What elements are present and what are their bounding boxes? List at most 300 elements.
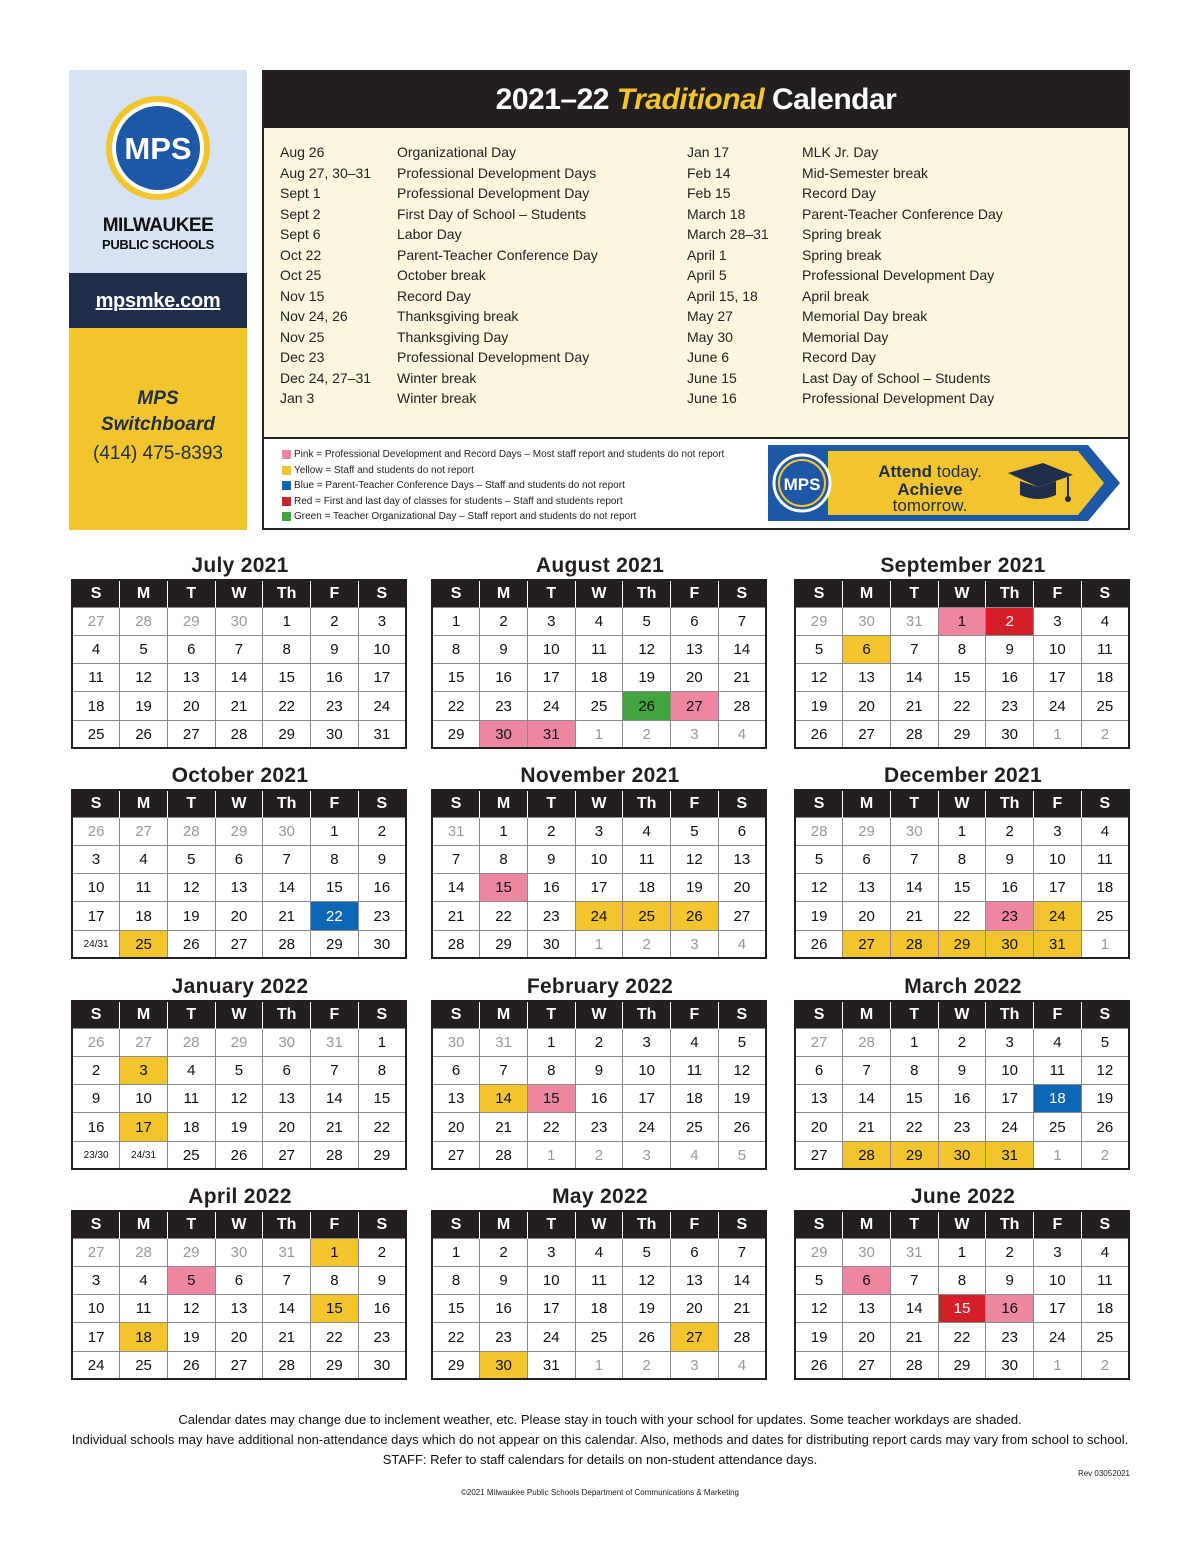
day-cell: 16 <box>986 1295 1034 1323</box>
day-cell: 27 <box>843 720 891 748</box>
week-row <box>795 1266 1129 1294</box>
weekday-header: M <box>480 1211 528 1238</box>
day-cell: 10 <box>120 1085 168 1113</box>
day-cell: 14 <box>263 874 311 902</box>
website-link[interactable]: mpsmke.com <box>95 290 221 312</box>
day-cell: 30 <box>358 1351 406 1379</box>
day-cell: 31 <box>1034 930 1082 958</box>
day-cell: 14 <box>890 874 938 902</box>
day-cell: 21 <box>718 664 766 692</box>
day-cell: 8 <box>432 1266 480 1294</box>
day-cell: 21 <box>432 902 480 930</box>
day-cell: 6 <box>215 1266 263 1294</box>
day-cell: 4 <box>671 1028 719 1056</box>
day-cell: 7 <box>263 845 311 873</box>
day-cell: 13 <box>263 1085 311 1113</box>
day-cell: 24 <box>358 692 406 720</box>
event-label: Parent-Teacher Conference Day <box>802 205 1003 222</box>
day-cell: 1 <box>1034 720 1082 748</box>
weekday-header: T <box>890 1211 938 1238</box>
day-cell: 26 <box>795 1351 843 1379</box>
day-cell: 29 <box>263 720 311 748</box>
day-cell: 10 <box>72 874 120 902</box>
day-cell: 9 <box>938 1056 986 1084</box>
day-cell: 1 <box>575 720 623 748</box>
week-row <box>795 874 1129 902</box>
weekday-header: W <box>575 580 623 607</box>
day-cell: 29 <box>843 817 891 845</box>
day-cell: 19 <box>167 1323 215 1351</box>
day-cell: 31 <box>527 1351 575 1379</box>
day-cell: 15 <box>358 1085 406 1113</box>
day-cell: 1 <box>263 607 311 635</box>
weekday-header: S <box>72 580 120 607</box>
day-cell: 27 <box>795 1028 843 1056</box>
copyright-note: ©2021 Milwaukee Public Schools Department of Communications & Marketing <box>460 1488 740 1497</box>
day-cell: 3 <box>358 607 406 635</box>
day-cell: 3 <box>72 845 120 873</box>
day-cell: 18 <box>120 1323 168 1351</box>
banner-line1-rest: today. <box>936 462 982 481</box>
day-cell: 16 <box>938 1085 986 1113</box>
event-date: April 15, 18 <box>687 287 758 304</box>
day-cell: 22 <box>432 692 480 720</box>
event-label: Record Day <box>802 185 876 201</box>
day-cell: 19 <box>167 902 215 930</box>
day-cell: 17 <box>358 664 406 692</box>
day-cell: 6 <box>167 635 215 663</box>
weekday-header: S <box>795 1211 843 1238</box>
day-cell: 1 <box>890 1028 938 1056</box>
weekday-header: W <box>938 1001 986 1028</box>
week-row <box>795 1028 1129 1056</box>
event-label: Labor Day <box>397 226 462 242</box>
event-date: Dec 24, 27–31 <box>280 369 372 386</box>
day-cell: 30 <box>215 1238 263 1266</box>
event-date: Jan 3 <box>280 390 315 406</box>
day-cell: 30 <box>986 1351 1034 1379</box>
weekday-header: W <box>938 790 986 817</box>
day-cell: 23 <box>986 692 1034 720</box>
weekday-header: M <box>843 1001 891 1028</box>
month-grid <box>794 579 1130 749</box>
day-cell: 26 <box>167 1351 215 1379</box>
day-cell: 7 <box>890 1266 938 1294</box>
day-cell: 26 <box>671 902 719 930</box>
day-cell: 30 <box>480 1351 528 1379</box>
day-cell: 15 <box>527 1085 575 1113</box>
day-cell: 3 <box>671 1351 719 1379</box>
event-label: April break <box>802 287 869 304</box>
day-cell: 31 <box>432 817 480 845</box>
day-cell: 20 <box>843 1323 891 1351</box>
week-row <box>795 1295 1129 1323</box>
day-cell: 9 <box>986 1266 1034 1294</box>
weekday-header: T <box>527 580 575 607</box>
month-title: July 2021 <box>191 554 289 577</box>
day-cell: 28 <box>263 930 311 958</box>
day-cell: 31 <box>358 720 406 748</box>
day-cell: 12 <box>623 635 671 663</box>
event-date: May 27 <box>687 308 733 324</box>
month-grid <box>71 1000 407 1170</box>
weekday-header-row <box>795 790 1129 817</box>
day-cell: 10 <box>1034 845 1082 873</box>
day-cell: 3 <box>1034 607 1082 635</box>
day-cell: 22 <box>263 692 311 720</box>
day-cell: 1 <box>358 1028 406 1056</box>
day-cell: 29 <box>938 720 986 748</box>
day-cell: 13 <box>167 664 215 692</box>
weekday-header: M <box>843 1211 891 1238</box>
day-cell: 28 <box>167 817 215 845</box>
day-cell: 21 <box>843 1113 891 1141</box>
day-cell: 23 <box>480 692 528 720</box>
day-cell: 17 <box>120 1113 168 1141</box>
event-label: Last Day of School – Students <box>802 369 991 386</box>
day-cell: 27 <box>671 1323 719 1351</box>
week-row <box>795 720 1129 748</box>
day-cell: 30 <box>263 1028 311 1056</box>
weekday-header: S <box>432 790 480 817</box>
week-row <box>432 874 766 902</box>
day-cell: 23/30 <box>72 1141 120 1169</box>
day-cell: 20 <box>215 1323 263 1351</box>
week-row <box>72 930 406 958</box>
day-cell: 26 <box>72 1028 120 1056</box>
weekday-header: M <box>480 790 528 817</box>
week-row <box>72 1141 406 1169</box>
month-title: November 2021 <box>520 764 680 787</box>
day-cell: 29 <box>167 607 215 635</box>
week-row <box>432 607 766 635</box>
day-cell: 3 <box>527 607 575 635</box>
day-cell: 17 <box>1034 874 1082 902</box>
week-row <box>72 1113 406 1141</box>
weekday-header-row <box>432 1001 766 1028</box>
day-cell: 29 <box>311 930 359 958</box>
day-cell: 28 <box>167 1028 215 1056</box>
weekday-header: M <box>120 1001 168 1028</box>
switchboard-phone[interactable]: (414) 475-8393 <box>93 443 223 464</box>
day-cell: 18 <box>1081 874 1129 902</box>
month-grid <box>794 1000 1130 1170</box>
legend-item <box>282 494 724 510</box>
day-cell: 16 <box>311 664 359 692</box>
week-row <box>432 817 766 845</box>
weekday-header: M <box>120 1211 168 1238</box>
day-cell: 12 <box>718 1056 766 1084</box>
day-cell: 18 <box>623 874 671 902</box>
event-date: Sept 1 <box>280 185 321 201</box>
day-cell: 16 <box>480 664 528 692</box>
day-cell: 2 <box>986 1238 1034 1266</box>
day-cell: 24 <box>986 1113 1034 1141</box>
day-cell: 9 <box>358 845 406 873</box>
day-cell: 27 <box>215 930 263 958</box>
event-label: Organizational Day <box>397 144 517 160</box>
day-cell: 29 <box>480 930 528 958</box>
day-cell: 4 <box>167 1056 215 1084</box>
day-cell: 13 <box>671 1266 719 1294</box>
day-cell: 5 <box>167 845 215 873</box>
day-cell: 19 <box>795 1323 843 1351</box>
weekday-header: W <box>215 580 263 607</box>
weekday-header: W <box>575 790 623 817</box>
day-cell: 4 <box>575 607 623 635</box>
event-label: Spring break <box>802 246 882 263</box>
day-cell: 4 <box>120 845 168 873</box>
weekday-header: T <box>890 580 938 607</box>
event-date: Sept 6 <box>280 226 321 242</box>
weekday-header: F <box>311 790 359 817</box>
day-cell: 18 <box>167 1113 215 1141</box>
day-cell: 1 <box>527 1141 575 1169</box>
day-cell: 9 <box>480 635 528 663</box>
mps-logo-icon <box>105 95 211 201</box>
event-date: Oct 25 <box>280 267 322 283</box>
weekday-header: T <box>527 790 575 817</box>
event-label: Winter break <box>397 369 477 386</box>
day-cell: 6 <box>263 1056 311 1084</box>
month-grid <box>71 579 407 749</box>
day-cell: 23 <box>938 1113 986 1141</box>
day-cell: 19 <box>120 692 168 720</box>
weekday-header: F <box>1034 580 1082 607</box>
weekday-header: S <box>432 1211 480 1238</box>
month-title: September 2021 <box>880 554 1046 577</box>
day-cell: 5 <box>795 1266 843 1294</box>
day-cell: 29 <box>432 1351 480 1379</box>
day-cell: 6 <box>843 845 891 873</box>
weekday-header: W <box>938 580 986 607</box>
legend-item <box>282 447 724 463</box>
event-date: March 18 <box>687 205 746 222</box>
month-grid <box>794 789 1130 959</box>
weekday-header-row <box>72 1001 406 1028</box>
day-cell: 15 <box>432 1295 480 1323</box>
week-row <box>795 1085 1129 1113</box>
day-cell: 16 <box>986 874 1034 902</box>
day-cell: 15 <box>432 664 480 692</box>
day-cell: 1 <box>527 1028 575 1056</box>
weekday-header: F <box>671 1211 719 1238</box>
day-cell: 27 <box>215 1351 263 1379</box>
weekday-header: S <box>432 1001 480 1028</box>
day-cell: 2 <box>986 817 1034 845</box>
day-cell: 29 <box>167 1238 215 1266</box>
event-label: Record Day <box>397 287 471 304</box>
day-cell: 3 <box>986 1028 1034 1056</box>
month-title: May 2022 <box>552 1185 648 1208</box>
weekday-header: W <box>215 790 263 817</box>
event-label: Mid-Semester break <box>802 164 929 181</box>
title-bar <box>264 72 1128 128</box>
day-cell: 14 <box>718 635 766 663</box>
day-cell: 7 <box>480 1056 528 1084</box>
week-row <box>72 664 406 692</box>
sidebar <box>69 70 247 530</box>
day-cell: 26 <box>795 720 843 748</box>
day-cell: 19 <box>623 1295 671 1323</box>
event-label: Winter break <box>397 390 477 406</box>
day-cell: 17 <box>1034 1295 1082 1323</box>
event-label: Professional Development Day <box>397 185 590 201</box>
day-cell: 1 <box>938 607 986 635</box>
week-row <box>795 635 1129 663</box>
day-cell: 11 <box>1081 635 1129 663</box>
day-cell: 29 <box>215 817 263 845</box>
day-cell: 15 <box>938 664 986 692</box>
switchboard-label-line1: MPS <box>137 388 179 409</box>
day-cell: 11 <box>167 1085 215 1113</box>
day-cell: 15 <box>311 874 359 902</box>
day-cell: 2 <box>358 1238 406 1266</box>
footer-line2: Individual schools may have additional non-attendance days which do not appear on this calendar. Also, methods and dates for distributing report cards may vary from school to school. <box>71 1432 1129 1447</box>
event-date: May 30 <box>687 328 733 345</box>
day-cell: 18 <box>671 1085 719 1113</box>
day-cell: 22 <box>432 1323 480 1351</box>
day-cell: 23 <box>358 1323 406 1351</box>
day-cell: 28 <box>890 930 938 958</box>
event-label: Memorial Day break <box>802 308 928 324</box>
day-cell: 6 <box>432 1056 480 1084</box>
legend-swatch <box>282 450 291 459</box>
day-cell: 18 <box>1034 1085 1082 1113</box>
day-cell: 7 <box>215 635 263 663</box>
day-cell: 10 <box>1034 1266 1082 1294</box>
day-cell: 2 <box>1081 720 1129 748</box>
weekday-header: Th <box>623 580 671 607</box>
day-cell: 30 <box>938 1141 986 1169</box>
day-cell: 17 <box>986 1085 1034 1113</box>
day-cell: 1 <box>938 1238 986 1266</box>
day-cell: 14 <box>311 1085 359 1113</box>
month-grid <box>431 1000 767 1170</box>
month-title: December 2021 <box>883 764 1042 787</box>
day-cell: 18 <box>72 692 120 720</box>
day-cell: 29 <box>432 720 480 748</box>
day-cell: 2 <box>1081 1141 1129 1169</box>
day-cell: 27 <box>432 1141 480 1169</box>
day-cell: 4 <box>1034 1028 1082 1056</box>
day-cell: 23 <box>311 692 359 720</box>
day-cell: 29 <box>938 930 986 958</box>
day-cell: 8 <box>358 1056 406 1084</box>
weekday-header-row <box>432 1211 766 1238</box>
day-cell: 22 <box>938 902 986 930</box>
day-cell: 6 <box>843 635 891 663</box>
sidebar-logo-panel <box>69 70 247 273</box>
day-cell: 13 <box>671 635 719 663</box>
weekday-header: F <box>311 580 359 607</box>
weekday-header: F <box>1034 790 1082 817</box>
week-row <box>432 692 766 720</box>
month-grid <box>71 1210 407 1380</box>
legend-area <box>264 437 1128 528</box>
day-cell: 28 <box>718 692 766 720</box>
day-cell: 31 <box>890 607 938 635</box>
legend-text: Red = First and last day of classes for students – Staff and students report <box>294 495 623 507</box>
event-date: June 16 <box>687 390 737 406</box>
weekday-header-row <box>795 1211 1129 1238</box>
svg-text:Attend today. <box>878 462 982 481</box>
day-cell: 4 <box>1081 817 1129 845</box>
day-cell: 11 <box>575 1266 623 1294</box>
day-cell: 10 <box>72 1295 120 1323</box>
event-label: Thanksgiving Day <box>397 328 509 345</box>
day-cell: 26 <box>623 1323 671 1351</box>
week-row <box>432 1323 766 1351</box>
color-legend <box>282 447 724 525</box>
day-cell: 4 <box>1081 1238 1129 1266</box>
day-cell: 3 <box>623 1028 671 1056</box>
event-date: June 15 <box>687 369 737 386</box>
weekday-header: S <box>432 580 480 607</box>
day-cell: 3 <box>575 817 623 845</box>
day-cell: 1 <box>311 817 359 845</box>
weekday-header: S <box>718 1211 766 1238</box>
event-label: Professional Development Day <box>802 267 995 283</box>
day-cell: 26 <box>795 930 843 958</box>
day-cell: 24/31 <box>120 1141 168 1169</box>
day-cell: 27 <box>72 1238 120 1266</box>
day-cell: 1 <box>432 1238 480 1266</box>
day-cell: 13 <box>843 664 891 692</box>
day-cell: 26 <box>120 720 168 748</box>
day-cell: 10 <box>1034 635 1082 663</box>
weekday-header: M <box>480 1001 528 1028</box>
day-cell: 7 <box>432 845 480 873</box>
switchboard-label-line2: Switchboard <box>100 414 215 435</box>
week-row <box>795 692 1129 720</box>
event-date: Oct 22 <box>280 246 322 263</box>
day-cell: 30 <box>843 607 891 635</box>
day-cell: 7 <box>718 607 766 635</box>
day-cell: 2 <box>72 1056 120 1084</box>
weekday-header-row <box>795 580 1129 607</box>
week-row <box>795 1141 1129 1169</box>
day-cell: 2 <box>311 607 359 635</box>
day-cell: 25 <box>167 1141 215 1169</box>
day-cell: 7 <box>263 1266 311 1294</box>
day-cell: 2 <box>480 607 528 635</box>
month-grid <box>71 789 407 959</box>
day-cell: 21 <box>480 1113 528 1141</box>
day-cell: 26 <box>72 817 120 845</box>
day-cell: 18 <box>120 902 168 930</box>
day-cell: 31 <box>986 1141 1034 1169</box>
weekday-header: F <box>1034 1001 1082 1028</box>
weekday-header: W <box>938 1211 986 1238</box>
day-cell: 28 <box>890 720 938 748</box>
day-cell: 3 <box>671 720 719 748</box>
events-right-labels <box>802 142 1003 409</box>
day-cell: 25 <box>671 1113 719 1141</box>
day-cell: 13 <box>432 1085 480 1113</box>
weekday-header: Th <box>623 1001 671 1028</box>
day-cell: 7 <box>890 845 938 873</box>
day-cell: 11 <box>120 874 168 902</box>
day-cell: 12 <box>120 664 168 692</box>
weekday-header: F <box>311 1211 359 1238</box>
day-cell: 30 <box>311 720 359 748</box>
day-cell: 21 <box>890 692 938 720</box>
org-name-line2: PUBLIC SCHOOLS <box>101 237 215 252</box>
day-cell: 5 <box>120 635 168 663</box>
week-row <box>432 845 766 873</box>
weekday-header: T <box>167 790 215 817</box>
